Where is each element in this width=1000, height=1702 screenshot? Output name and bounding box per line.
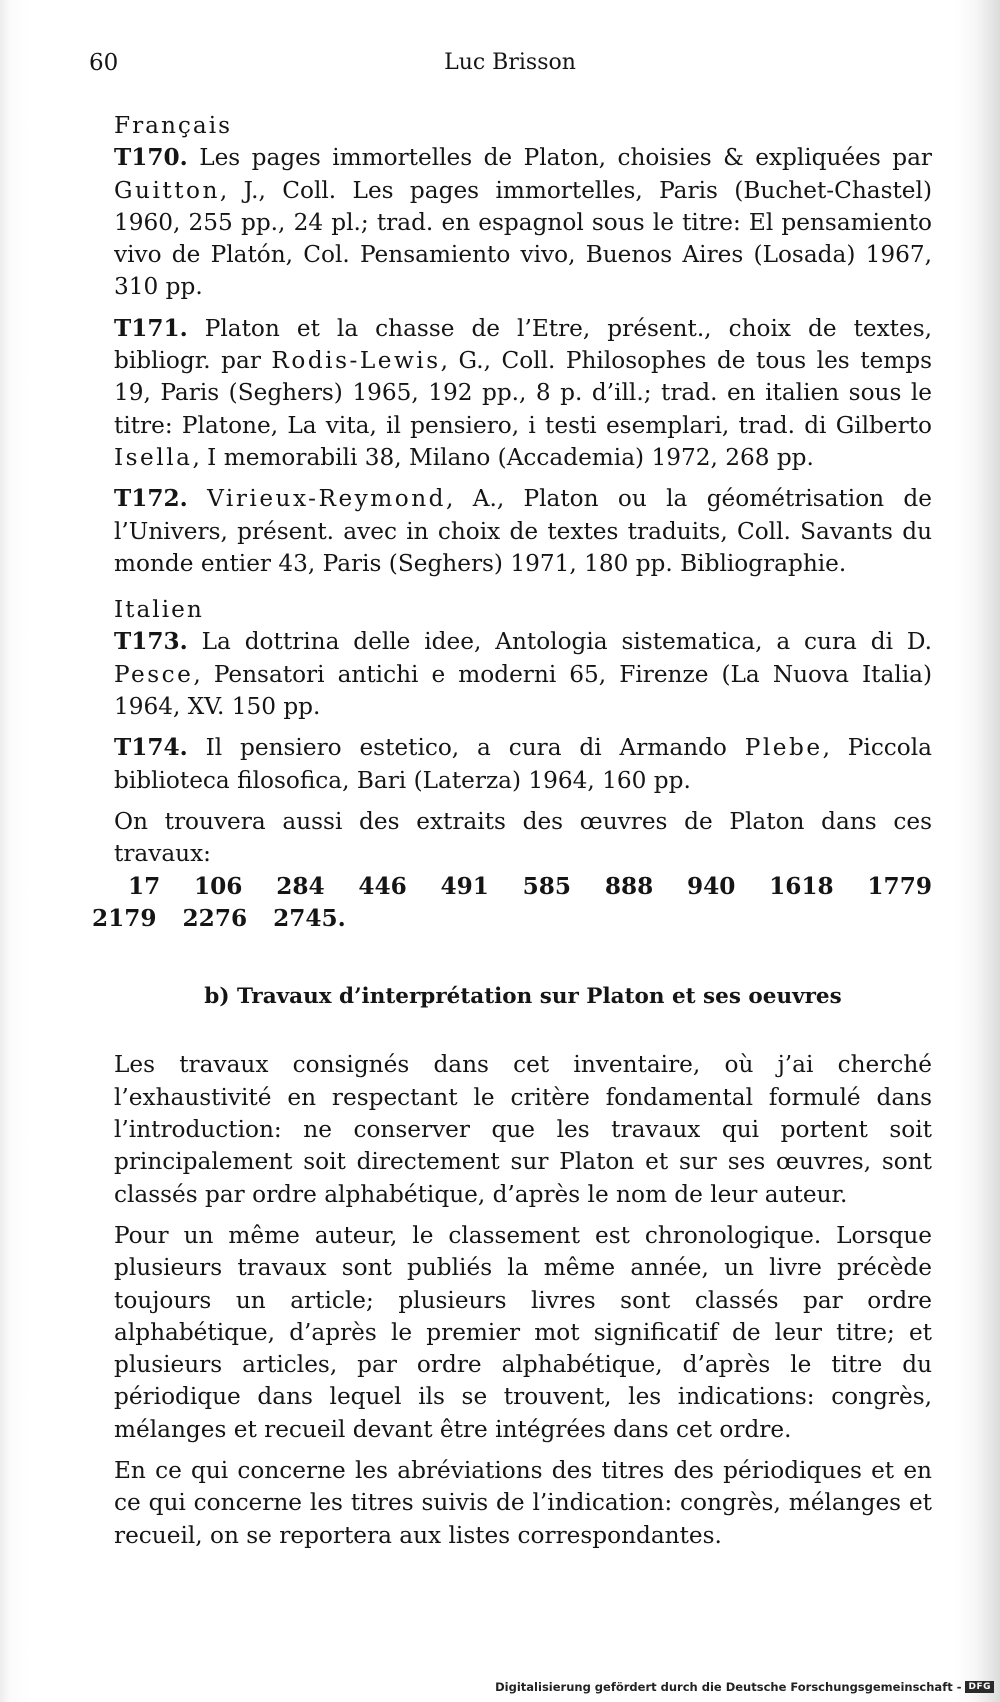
entry-author: Rodis-Lewis (271, 347, 441, 375)
ref-number: 1779 (867, 872, 932, 900)
entry-author: Pesce (114, 660, 194, 688)
section-b-title: b) Travaux d’interprétation sur Platon et ses oeuvres (204, 984, 842, 1010)
digitization-footer (495, 1680, 994, 1694)
ref-number: 940 (686, 872, 736, 900)
entry-translator: Isella (114, 443, 193, 471)
entry-author: Plebe (744, 734, 823, 762)
section-heading-francais: Français (114, 112, 233, 139)
ref-number: 491 (440, 872, 489, 900)
refs-row-1 (114, 871, 932, 903)
entry-id: T173. (114, 628, 188, 656)
ref-number: 106 (194, 872, 243, 900)
ref-number: 1618 (769, 872, 834, 900)
ref-number: 585 (522, 872, 572, 900)
paragraph-3: En ce qui concerne les abréviations des titres des périodiques et en ce qui concerne les titres suivis de l’indication: congrès, mélanges et recueil, on se reportera aux listes correspondantes. (114, 1456, 932, 1549)
running-head: Luc Brisson (444, 50, 576, 75)
entry-text: Les pages immortelles de Platon, choisies & expliquées par (199, 144, 932, 172)
entry-id: T171. (114, 314, 188, 342)
paragraph-2: Pour un même auteur, le classement est chronologique. Lorsque plusieurs travaux sont publiés la même année, un livre précède toujours un article; plusieurs livres sont classés par ordre alphabétique, d’après le premier mot significatif de leur titre; et plusieurs articles, par ordre alphabétique, d’après le titre du périodique dans lequel ils se trouvent, les indications: congrès, mélanges et recueil devant être intégrées dans cet ordre. (114, 1221, 932, 1443)
refs-intro: On trouvera aussi des extraits des œuvres de Platon dans ces travaux: (114, 807, 932, 868)
page-header (0, 50, 1000, 84)
entry-text: , J., Coll. Les pages immortelles, Paris (Buchet-Chastel) 1960, 255 pp., 24 pl.; trad. en espagnol sous le titre: El pensamiento vivo de Platón, Col. Pensamiento vivo, Buenos Aires (Losada) 1967, 310 pp. (114, 176, 932, 301)
entry-id: T174. (114, 734, 188, 762)
entry-text: Il pensiero estetico, a cura di Armando (205, 734, 727, 762)
entry-id: T170. (114, 144, 188, 172)
refs-row-2 (92, 903, 932, 935)
entry-author: Virieux-Reymond (207, 485, 446, 513)
section-heading-italien: Italien (114, 596, 204, 624)
refs-list (92, 871, 932, 936)
entry-author: Guitton (114, 176, 220, 204)
entry-text: Platon et la chasse de l’Etre, présent., choix de textes, bibliogr. par (114, 314, 932, 375)
page-number: 60 (89, 50, 119, 76)
paragraph-1: Les travaux consignés dans cet inventaire, où j’ai cherché l’exhaustivité en respectant le critère fondamental formulé dans l’introduction: ne conserver que les travaux qui portent soit principalement soit directement sur Platon et sur ses œuvres, sont classés par ordre alphabétique, d’après le nom de leur auteur. (114, 1051, 932, 1208)
entry-text: , I memorabili 38, Milano (Accademia) 1972, 268 pp. (192, 443, 814, 471)
ref-number: 2276 (182, 904, 248, 932)
page-body (92, 110, 932, 1552)
entry-t172 (114, 483, 932, 580)
entry-t173 (114, 626, 932, 723)
ref-number: 284 (276, 872, 325, 900)
entry-text: , G., Coll. Philosophes de tous les temps 19, Paris (Seghers) 1965, 192 pp., 8 p. d’ill.; trad. en italien sous le titre: Platone, La vita, il pensiero, i testi esemplari, trad. di Gilberto (114, 347, 932, 439)
entry-t171 (114, 313, 932, 474)
dfg-logo-icon: DFG (965, 1681, 994, 1693)
ref-number: 446 (358, 872, 407, 900)
entry-text: , Piccola biblioteca filosofica, Bari (Laterza) 1964, 160 pp. (114, 734, 932, 794)
ref-number: 17 (128, 872, 161, 900)
entry-text: , A., Platon ou la géométrisation de l’Univers, présent. avec in choix de textes traduits, Coll. Savants du monde entier 43, Paris (Seghers) 1971, 180 pp. Bibliographie. (114, 485, 932, 577)
ref-number: 888 (604, 872, 654, 900)
entry-text: La dottrina delle idee, Antologia sistematica, a cura di D. (201, 628, 932, 656)
entry-text: , Pensatori antichi e moderni 65, Firenze (La Nuova Italia) 1964, XV. 150 pp. (114, 660, 932, 721)
ref-number: 2179 (92, 904, 157, 932)
entry-id: T172. (114, 485, 188, 513)
entry-t174 (114, 732, 932, 797)
entry-t170 (114, 142, 932, 303)
footer-text: Digitalisierung gefördert durch die Deutsche Forschungsgemeinschaft - (495, 1680, 962, 1694)
ref-number: 2745. (273, 904, 346, 932)
